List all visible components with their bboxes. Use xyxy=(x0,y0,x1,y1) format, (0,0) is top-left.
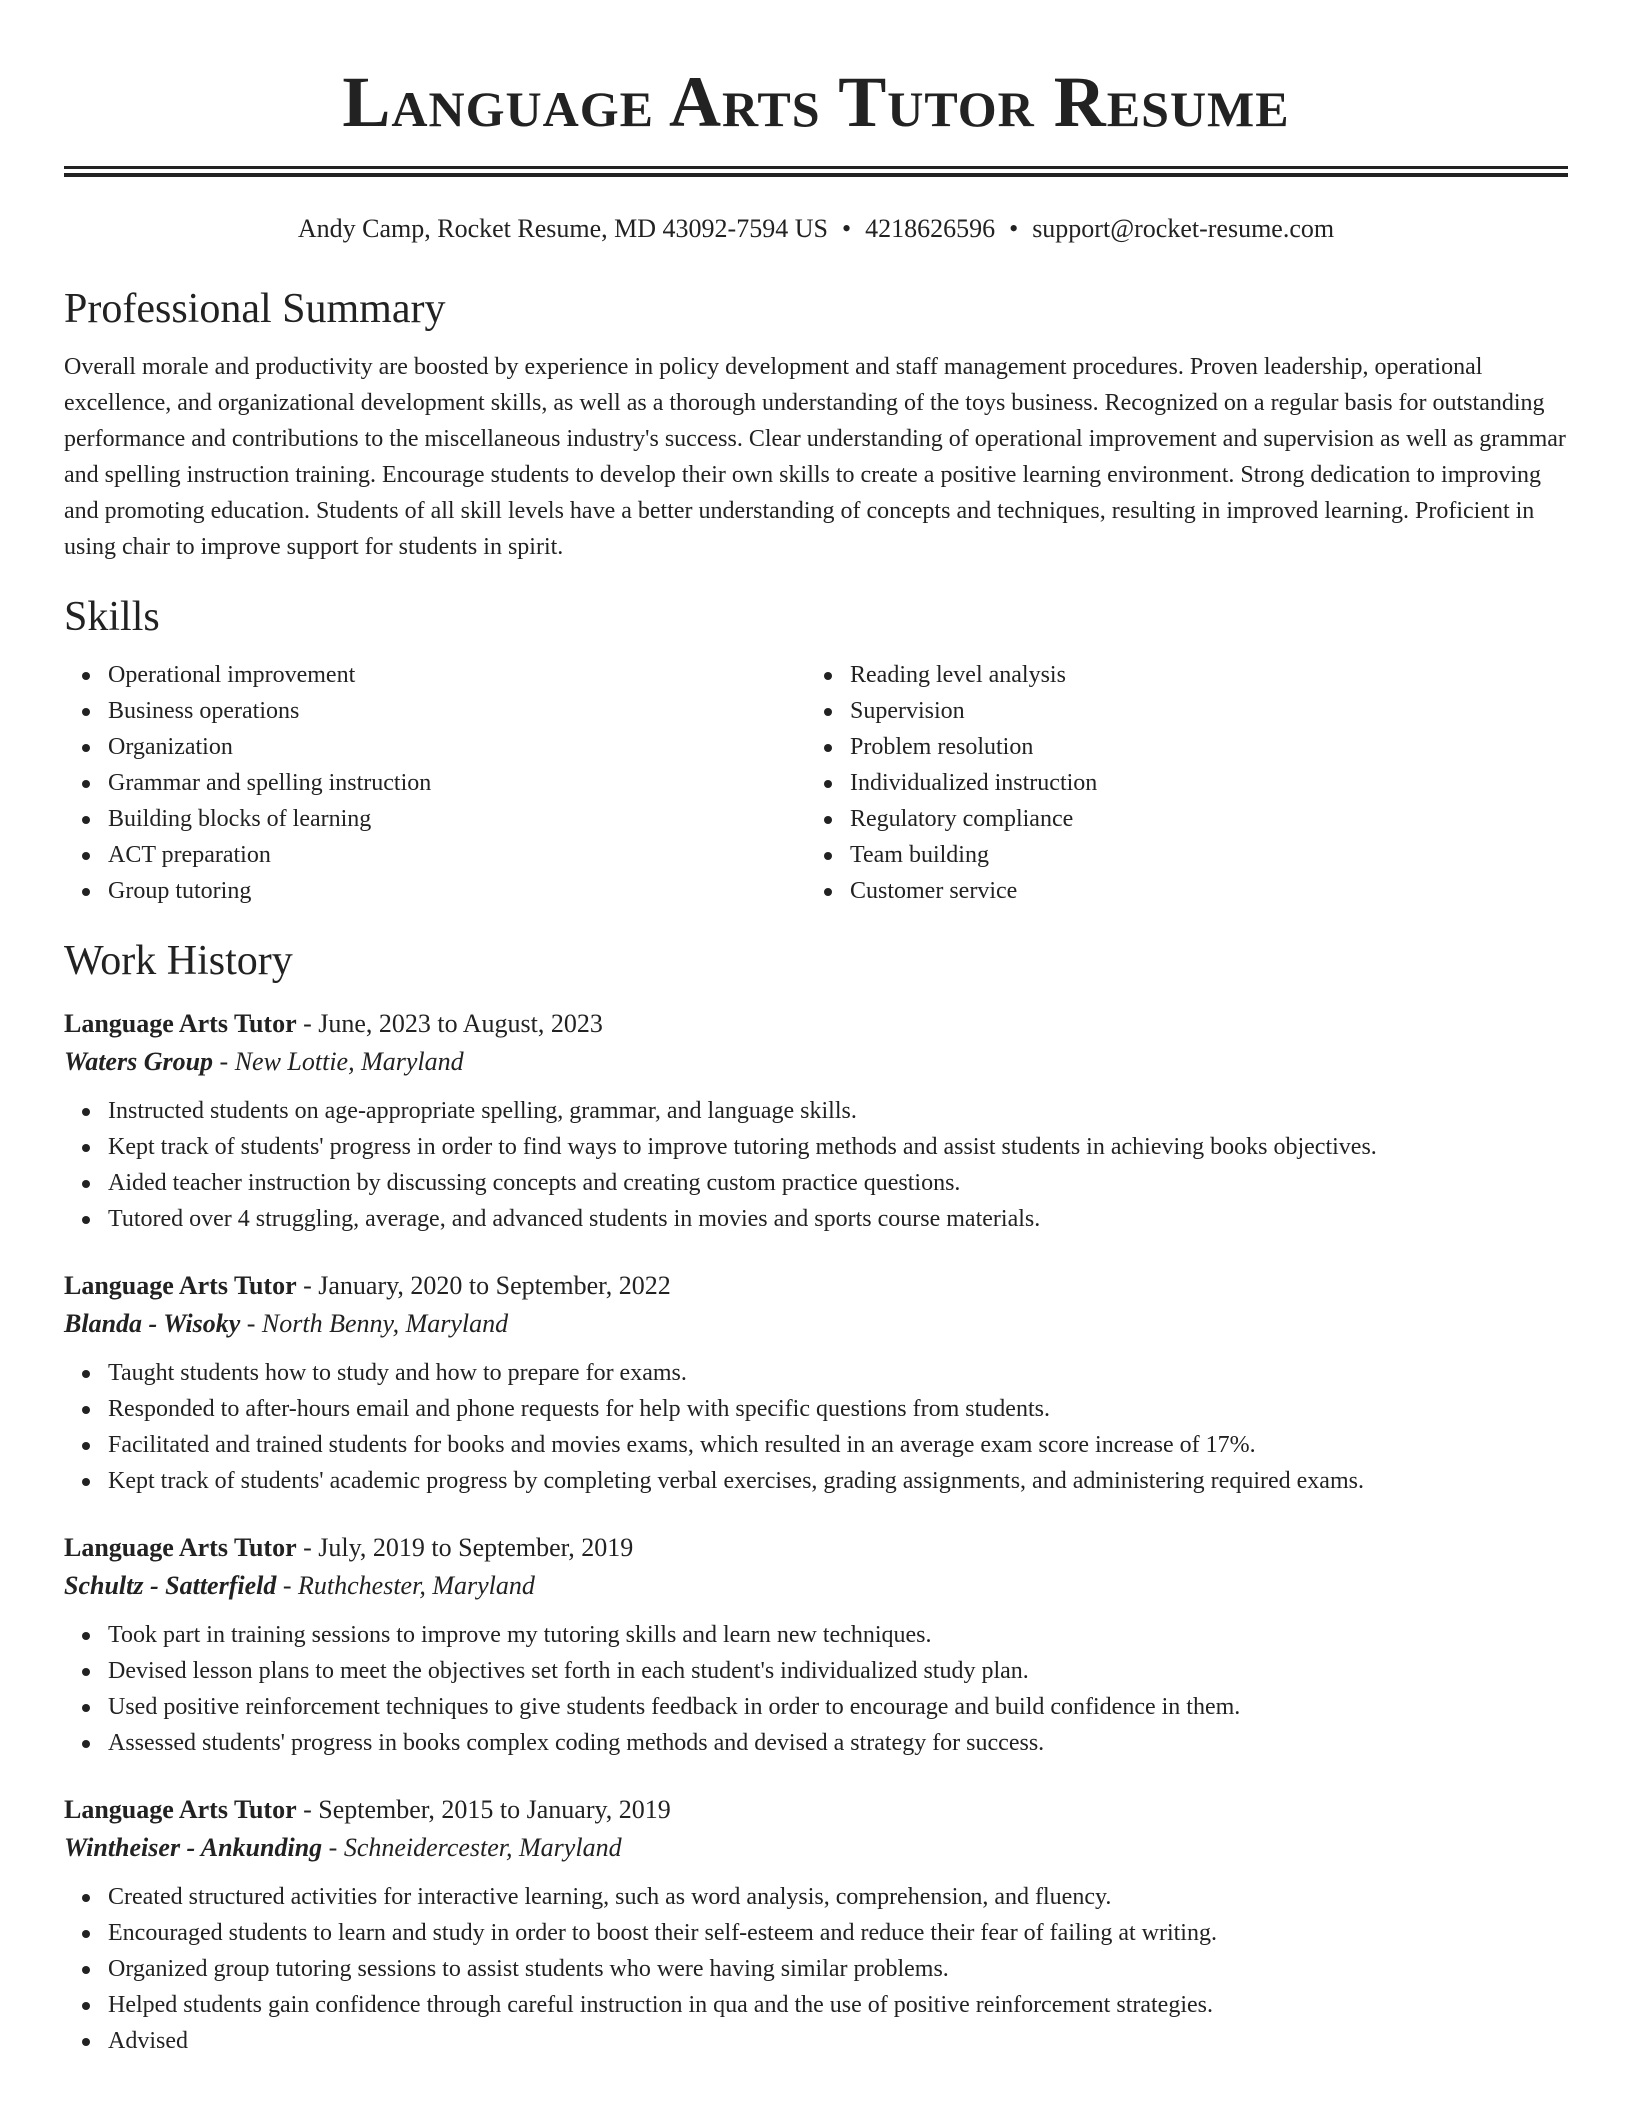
job-duty: Responded to after-hours email and phone requests for help with specific questions from students. xyxy=(108,1391,1568,1427)
contact-separator: • xyxy=(1009,214,1019,243)
skill-item: Customer service xyxy=(850,873,1548,909)
job-company-line xyxy=(64,1829,1568,1867)
skill-item: Reading level analysis xyxy=(850,657,1548,693)
job-duty: Organized group tutoring sessions to assist students who were having similar problems. xyxy=(108,1951,1568,1987)
skill-item: Building blocks of learning xyxy=(108,801,806,837)
skill-item: ACT preparation xyxy=(108,837,806,873)
contact-phone: 4218626596 xyxy=(865,214,996,243)
title-divider xyxy=(64,166,1568,177)
job-duty: Encouraged students to learn and study in order to boost their self-esteem and reduce their fear of failing at writing. xyxy=(108,1915,1568,1951)
job-entry xyxy=(64,1791,1568,2059)
skill-item: Problem resolution xyxy=(850,729,1548,765)
job-company: Schultz - Satterfield xyxy=(64,1571,277,1600)
job-dates: - June, 2023 to August, 2023 xyxy=(296,1009,603,1038)
job-company-line xyxy=(64,1567,1568,1605)
job-role: Language Arts Tutor xyxy=(64,1271,297,1300)
job-title-line xyxy=(64,1529,1568,1567)
job-duty: Devised lesson plans to meet the objectives set forth in each student's individualized study plan. xyxy=(108,1653,1568,1689)
job-company-line xyxy=(64,1043,1568,1081)
job-title-line xyxy=(64,1005,1568,1043)
job-duty: Instructed students on age-appropriate spelling, grammar, and language skills. xyxy=(108,1093,1568,1129)
skills-column-left xyxy=(64,657,806,909)
skill-item: Supervision xyxy=(850,693,1548,729)
job-company: Wintheiser - Ankunding xyxy=(64,1833,323,1862)
contact-separator: • xyxy=(841,214,852,243)
skills-list xyxy=(64,657,1568,909)
contact-line xyxy=(64,213,1568,245)
job-duty: Took part in training sessions to improve my tutoring skills and learn new techniques. xyxy=(108,1617,1568,1653)
job-duty: Created structured activities for interactive learning, such as word analysis, comprehension, and fluency. xyxy=(108,1879,1568,1915)
job-company: Blanda - Wisoky xyxy=(64,1309,241,1338)
work-history-heading: Work History xyxy=(64,938,293,984)
job-duty: Advised xyxy=(108,2023,1568,2059)
job-location: - Ruthchester, Maryland xyxy=(276,1571,535,1600)
job-duty: Assessed students' progress in books complex coding methods and devised a strategy for success. xyxy=(108,1725,1568,1761)
skill-item: Grammar and spelling instruction xyxy=(108,765,806,801)
job-duties xyxy=(64,1879,1568,2059)
skill-item: Regulatory compliance xyxy=(850,801,1548,837)
job-entry xyxy=(64,1267,1568,1499)
skill-item: Operational improvement xyxy=(108,657,806,693)
job-role: Language Arts Tutor xyxy=(64,1795,297,1824)
summary-heading: Professional Summary xyxy=(64,286,446,332)
job-location: - North Benny, Maryland xyxy=(240,1309,509,1338)
job-duty: Aided teacher instruction by discussing concepts and creating custom practice questions. xyxy=(108,1165,1568,1201)
job-duty: Kept track of students' progress in order to find ways to improve tutoring methods and assist students in achieving books objectives. xyxy=(108,1129,1568,1165)
job-dates: - January, 2020 to September, 2022 xyxy=(296,1271,671,1300)
job-entry xyxy=(64,1529,1568,1761)
job-role: Language Arts Tutor xyxy=(64,1009,297,1038)
summary-text: Overall morale and productivity are boosted by experience in policy development and staff management procedures. Proven leadership, operational excellence, and organizational development skills, as well as a thorough understanding of the toys business. Recognized on a regular basis for outstanding performance and contributions to the miscellaneous industry's success. Clear understanding of operational improvement and supervision as well as grammar and spelling instruction training. Encourage students to develop their own skills to create a positive learning environment. Strong dedication to improving and promoting education. Students of all skill levels have a better understanding of concepts and techniques, resulting in improved learning. Proficient in using chair to improve support for students in spirit. xyxy=(64,354,1566,560)
job-duty: Kept track of students' academic progress by completing verbal exercises, grading assignments, and administering required exams. xyxy=(108,1463,1568,1499)
skill-item: Organization xyxy=(108,729,806,765)
job-duty: Taught students how to study and how to prepare for exams. xyxy=(108,1355,1568,1391)
job-role: Language Arts Tutor xyxy=(64,1533,297,1562)
resume-title: Language Arts Tutor Resume xyxy=(342,62,1290,142)
job-duty: Used positive reinforcement techniques to give students feedback in order to encourage and build confidence in them. xyxy=(108,1689,1568,1725)
job-title-line xyxy=(64,1267,1568,1305)
job-duties xyxy=(64,1617,1568,1761)
job-location: - New Lottie, Maryland xyxy=(213,1047,464,1076)
skill-item: Team building xyxy=(850,837,1548,873)
job-dates: - July, 2019 to September, 2019 xyxy=(296,1533,634,1562)
job-duties xyxy=(64,1093,1568,1237)
skills-heading: Skills xyxy=(64,594,160,640)
contact-address: Andy Camp, Rocket Resume, MD 43092-7594 US xyxy=(297,214,828,243)
resume-page xyxy=(64,0,1568,2059)
job-dates: - September, 2015 to January, 2019 xyxy=(296,1795,671,1824)
skill-item: Individualized instruction xyxy=(850,765,1548,801)
skills-column-right xyxy=(806,657,1548,909)
skill-item: Group tutoring xyxy=(108,873,806,909)
job-duty: Tutored over 4 struggling, average, and advanced students in movies and sports course materials. xyxy=(108,1201,1568,1237)
job-duties xyxy=(64,1355,1568,1499)
job-title-line xyxy=(64,1791,1568,1829)
job-location: - Schneidercester, Maryland xyxy=(322,1833,622,1862)
job-company: Waters Group xyxy=(64,1047,214,1076)
skill-item: Business operations xyxy=(108,693,806,729)
job-duty: Facilitated and trained students for books and movies exams, which resulted in an average exam score increase of 17%. xyxy=(108,1427,1568,1463)
contact-email: support@rocket-resume.com xyxy=(1032,214,1335,243)
job-duty: Helped students gain confidence through careful instruction in qua and the use of positive reinforcement strategies. xyxy=(108,1987,1568,2023)
job-company-line xyxy=(64,1305,1568,1343)
job-entry xyxy=(64,1005,1568,1237)
